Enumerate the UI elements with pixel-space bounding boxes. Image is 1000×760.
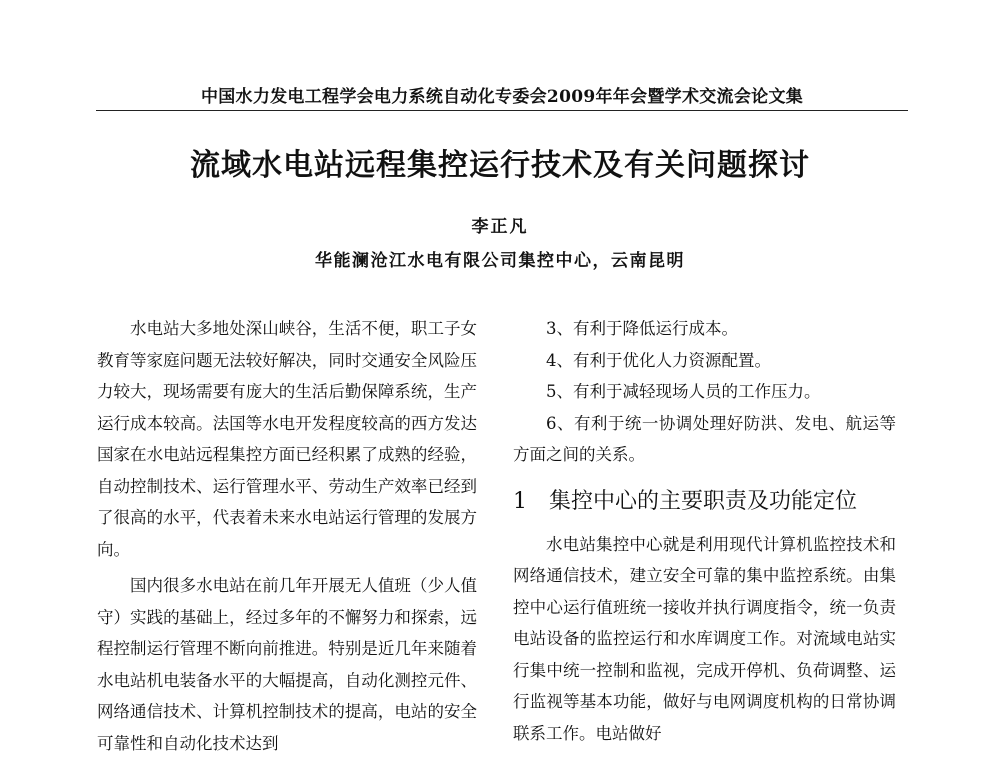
running-header: 中国水力发电工程学会电力系统自动化专委会2009年年会暨学术交流会论文集: [200, 87, 804, 107]
author-affiliation: 华能澜沧江水电有限公司集控中心，云南昆明: [315, 251, 685, 271]
section-heading-text: 集控中心的主要职责及功能定位: [549, 488, 858, 514]
list-item: 4、有利于优化人力资源配置。: [546, 350, 771, 370]
body-paragraph: 水电站集控中心就是利用现代计算机监控技术和网络通信技术，建立安全可靠的集中监控系统。由集控中心运行值班统一接收并执行调度指令，统一负责电站设备的监控运行和水库调度工作。对流域电站实行集中统一控制和监视，完成开停机、负荷调整、运行监视等基本功能，做好与电网调度机构的日常协调联系工作。电站做好: [513, 534, 896, 743]
body-paragraph: 国内很多水电站在前几年开展无人值班（少人值守）实践的基础上，经过多年的不懈努力和探索，远程控制运行管理不断向前推进。特别是近几年来随着水电站机电装备水平的大幅提高，自动化测控元件、网络通信技术、计算机控制技术的提高，电站的安全可靠性和自动化技术达到: [97, 576, 477, 753]
header-rule: [96, 110, 908, 111]
list-item: 5、有利于减轻现场人员的工作压力。: [546, 382, 821, 401]
right-column: [513, 313, 896, 760]
author-name: 李正凡: [471, 217, 529, 237]
body-paragraph: 水电站大多地处深山峡谷，生活不便，职工子女教育等家庭问题无法较好解决，同时交通安全风险压力较大，现场需要有庞大的生活后勤保障系统，生产运行成本较高。法国等水电开发程度较高的西方发达国家在水电站远程集控方面已经积累了成熟的经验，自动控制技术、运行管理水平、劳动生产效率已经到了很高的水平，代表着未来水电站运行管理的发展方向。: [97, 319, 477, 559]
section-number: 1: [513, 488, 527, 514]
list-item: 6、有利于统一协调处理好防洪、发电、航运等方面之间的关系。: [513, 413, 896, 464]
left-column: [97, 313, 477, 760]
list-item: 3、有利于降低运行成本。: [546, 319, 738, 338]
section-heading: [513, 485, 896, 519]
paper-title: 流域水电站远程集控运行技术及有关问题探讨: [190, 148, 810, 183]
